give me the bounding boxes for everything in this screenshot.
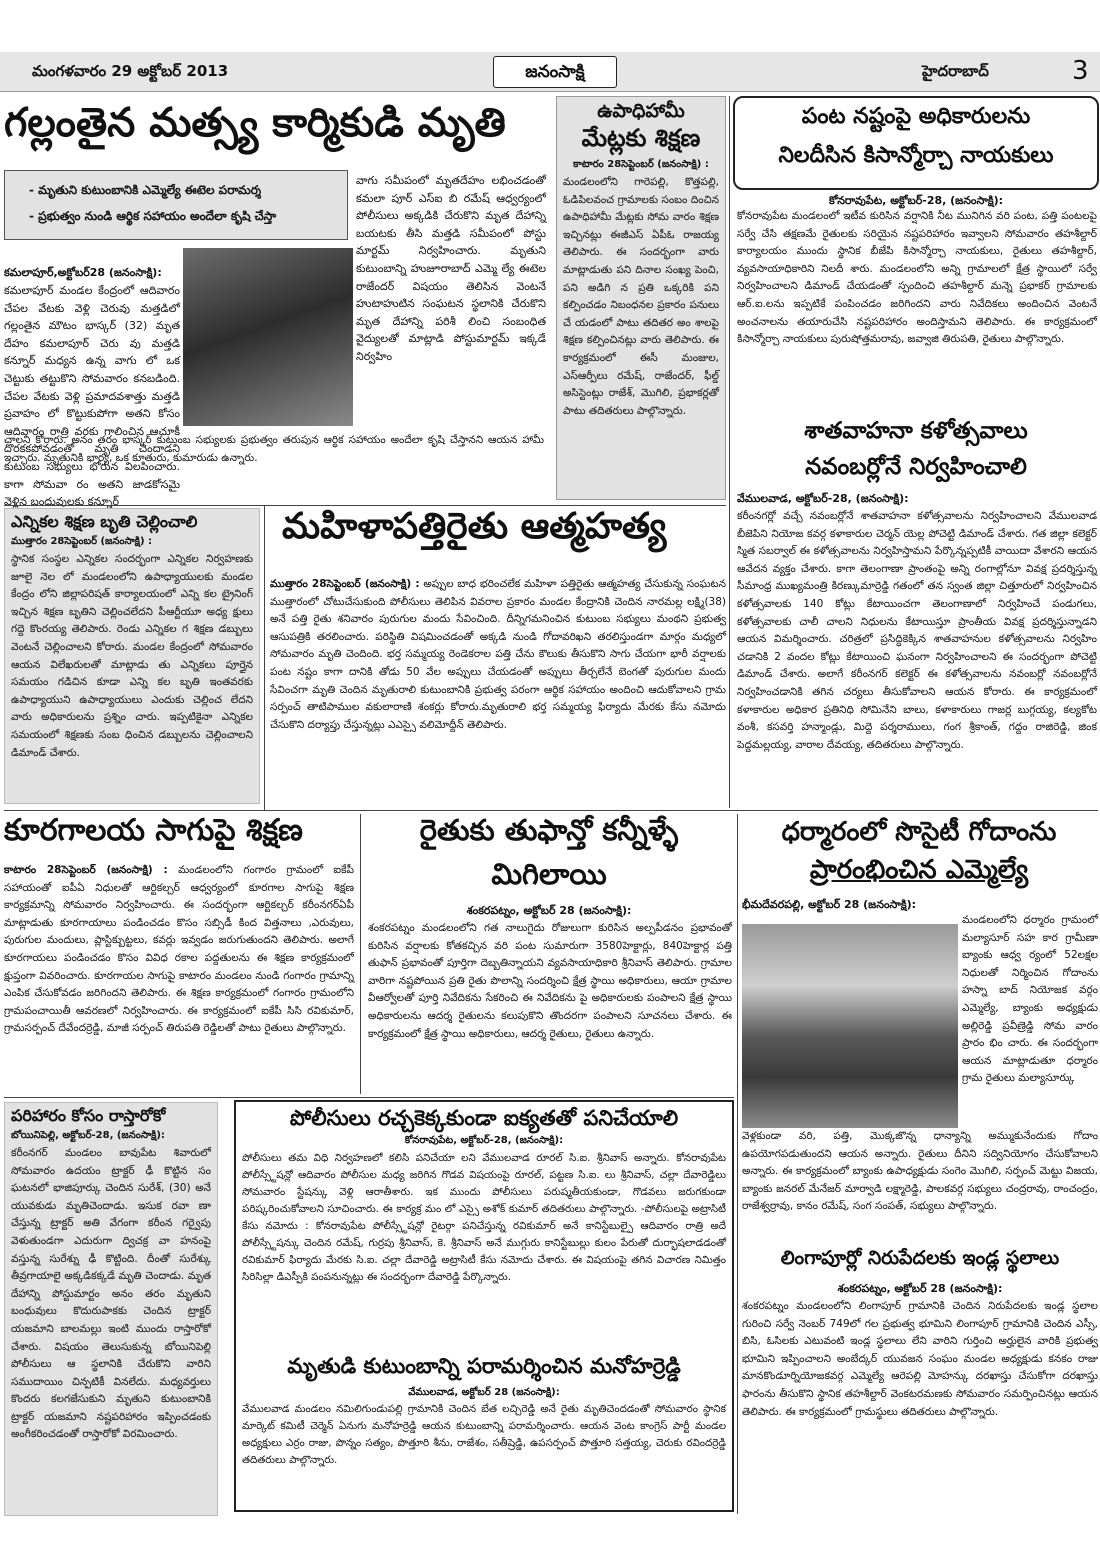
upadhi-headline-1: ఉపాధిహామీ: [597, 100, 685, 122]
upadhi-story: [556, 96, 726, 500]
kuragala-body: మండలంలోని గంగారం గ్రామంలో ఐకేపీ సహాయంతో ఐపీఏ నిధులతో ఆర్టికల్చర్ ఆధ్వర్యంలో కూరగాల సాగుపై శిక్షణ కార్యక్రమాన్ని సోమవారం నిర్వహించారు. ఈ సందర్భంగా ఆర్టికల్చర్ కరీంనగర్ఏపీ మాట్లాడుతు కూరగాయాలు పండించడం కొసం సబ్సిడీ కింద విత్తనాలు ,ఎరువులు, పురుగుల మందులు, ప్లాస్టిక్బుట్టలు, కవర్లు ఇవ్వడం జరుగుతుందని తెలిపారు. అలాగే కూరగాయలు పండించడం కొసం వివిధ రకాల పద్దతులను ఈ శిక్షణ కార్యక్రమంలో క్షుప్తంగా వివరించారు. కూరగాయల సాగుపై కాటారం మండలం నుండి గంగారం గ్రామాన్ని ఎంపిక చేసుకోవడం జరిగిందని తెలిపారు. ఈ శిక్షణ కార్యక్రమంలో గంగారం గ్రామంలోని గ్రామపంచాయితీ ఆవరణలో నిర్వహించారు. ఈ కార్యక్రమంలో ఐకేపీ సిసి రవికుమార్, గ్రామసర్పంచ్ దేవేందర్రెడ్డి, మాజీ సర్పంచ్ తిరుపతి రెడ్డిలతో పాటు రైతులు పాల్గొన్నారు.: [4, 864, 354, 1035]
ennikala-body: స్థానిక సంస్థల ఎన్నికల సందర్భంగా ఎన్నికల నిర్వహణకు జూలై నెల లో మండలంలోని ఉపాధ్యాయులకు మండల కేంద్రం లోని జిల్లాపరిషత్ కార్యాలయంలో ఎన్ని కల ట్రైనింగ్ ఇచ్చిన శిక్షణ బృతిని చెల్లించలేదని పీఆర్టీయూ అధ్య క్షులు గద్దె కొంరయ్య తెలిపారు. రెండు ఎన్నికల గ శిక్షణ డబ్బులు వెంటనే చెల్లించాలని కోరారు. మండల కేంద్రంలో సోమవారం ఆయన విలేఖరులతో మాట్లాడు తు ఎన్నికలు పూర్తైన సమయం గడిచిన కూడా ఎన్ని కల బృతి ఇంతవరకు ఉపాధ్యాయుని ఉపాధ్యాయులు ఎందుకు చెల్లించ లేదని వారు అధికారులను ప్రశ్నిం చారు. ఇప్పటికైనా ఎన్నికల సమయంలో శిక్షణకు సంబ ధించిన డబ్బులను చెల్లించాలని డిమాండ్ చేశారు.: [11, 552, 253, 759]
upadhi-body: మండలంలోని గారెపల్లి, కొత్తపల్లి, ఓడిపిలవంచ గ్రామాలకు సంబం దించిన ఉపాధిహామీ మేట్లకు సోమ వారం శిక్షణ ఇచ్చినట్లు ఈజీఎస్ ఏపీఓ రాజయ్య తెలిపారు. ఈ సందర్భంగా వారు మాట్లాడుతు పని దినాల సంఖ్య పెంచి, పని అడిగి న ప్రతి ఒక్కరికి పని కల్పించడం నిబంధనల ప్రకారం పనులు చే యడంలో పాటు తదితర అం శాలపై శిక్షణ కల్పించినట్లు వారు తెలిపారు. ఈ కార్యక్రమంలో ఈసీ మంజుల, ఎస్ఆర్పీలు రమేష్, రాజేందర్, ఫీల్డ్ అసిస్టెంట్లు రాజేశ్, మొగిలి, ప్రభాకర్లతో పాటు తదితరులు పాల్గొన్నారు.: [563, 176, 719, 417]
lead-body-col2: వాగు సమీపంలో మృతదేహం లభించడంతో కమలా పూర్ ఎస్ఐ బి రమేష్ ఆధ్వర్యంలో పోలీసులు అక్కడికి చేరుకొని మృత దేహాన్ని బయటకు తీసి మత్తడి సమీపంలో పోస్టు మార్టమ్ నిర్వహించారు. మృతుని కుటుంబాన్ని హుజూరాబాద్ ఎమ్మె ల్యే ఈటెల రాజేందర్ విషయం తెలిసిన వెంటనే హుటాహుటిన సంఘటన స్థలానికి చేరుకొని మృత దేహాన్ని పరిశీ లించి సంబంధిత వైద్యులతో మాట్లాడి పోస్టుమార్టమ్ ఇక్కడే నిర్వహిం: [356, 174, 546, 363]
mahila-headline: మహిళాపత్తిరైతు ఆత్మహత్య: [282, 506, 667, 547]
polisulu-body: పోలీసులు తమ విధి నిర్వహణలో కలిసి పనిచేయా లని వేములవాడ రూరల్ సి.ఐ. శ్రీనివాస్ అన్నారు. కోనరావుపేట పోలీస్స్టేషన్లో ఆదివారం పోలీసుల మధ్య జరిగిన గొడవ విషయంపై రూరల్, పట్టణ సి.ఐ. లు శ్రీనివాస్, చల్లా దేవారెడ్డిలు సోమవారం స్టేషన్కు వెళ్లి ఆరాతీశారు. ఇక ముందు పోలీసులు పరుష్మతీయకుండా, గొడవలు జరుగకుండా పరిష్కరించుకోవాలని సూచించారు. ఈ కార్యక్ర మం లో ఎస్సై అశోక్ కుమార్ తదితరులు పాల్గొన్నారు. -పోలీసులపై అట్రాసిటీ కేసు నమోదు : కోనరావుపేట పోలీస్స్టేషన్లో రైటర్గా పనిచేస్తున్న రవికుమార్ అనే కానిస్టేబుల్పై ఆదివారం రాత్రి అదే పోలీస్స్టేషన్కు చెందిన రమేష్, గుర్రపు శ్రీనివాస్, కె. శ్రీనివాస్ అనే ముగ్గురు కానిస్టేబుల్లు కులం పేరుతో దుర్భాషలాడడంతో రవికుమార్ ఫిర్యాదు మేరకు సి.ఐ. చల్లా దేవారెడ్డి అట్రాసిటీ కేసు నమోదు చేశారు. ఈ విషయంపై తగిన విచారణ నిమిత్తం సిరిసిల్లా డిఎస్పీకి పంపనున్నట్లు ఈ సందర్భంగా దేవారెడ్డి పేర్కొన్నారు.: [242, 1151, 726, 1283]
lead-subhead-1: - మృతుని కుటుంబానికి ఎమ్మెల్యే ఈటెల పరామర్శ: [29, 183, 262, 197]
dharmaram-body: వెళ్లకుండా వరి, పత్తి, మొక్కజొన్న ధాన్యాన్ని అమ్ముకునేందుకు గోదాం ఉపయోగపడుతుందని ఆయన అన్నారు. రైతులు దీనిని సద్వినియోగం చేసుకోవాలని అన్నారు. ఈ కార్యక్రమంలో బ్యాంకు ఉపాధ్యక్షుడు సంగెం మొగిలి, సర్పంచ్ మెట్టు విజయ, బ్యాంకు జనరల్ మేనేజర్ మార్వాడి లక్ష్మారెడ్డి, పాలకవర్గ సభ్యులు చంద్రరావు, రాంచంద్రం, రాజేశ్వర్రావు, కానం రమేష్, సంగ సంపత్, సభ్యులు పాల్గొన్నారు.: [742, 1130, 1098, 1213]
rythuku-headline-1: రైతుకు తుఫాన్తో కన్నీళ్ళే: [419, 813, 679, 847]
section-rule: [4, 1097, 734, 1098]
mahila-dateline: ముత్తారం 28సెప్టెంబర్ (జనంసాక్షి) :: [270, 578, 420, 590]
dharmaram-headline-1: ధర్మారంలో సొసైటీ గోదాంను: [781, 817, 1057, 847]
column-rule: [737, 814, 738, 1514]
lead-body-col3: [4, 432, 544, 502]
dharmaram-dateline: భీమదేవరపల్లి, అక్టోబర్ 28 (జనంసాక్షి):: [742, 898, 917, 911]
satavahana-dateline: వేములవాడ, అక్టోబర్-28, (జనంసాక్షి):: [737, 492, 909, 505]
polisulu-box: [234, 1100, 734, 1512]
panta-dateline: కోనరావుపేట, అక్టోబర్-28, (జనంసాక్షి):: [828, 194, 1004, 207]
lead-body-col1: కమలాపూర్ మండల కేంద్రంలో ఆదివారం చేపల వేటకు వెళ్లి చెరువు మత్తడిలో గల్లంతైన మౌటం భాస్కర్ (32) మృత దేహం కమలాపూర్ చెరు వు మత్తడి కన్నూర్ మధ్యన ఉన్న వాగు లో ఒక చెట్టుకు తట్టుకొని సోమవారం కనబడింది. చేపల వేటకు వెళ్లి ప్రమాదవశాత్తు మత్తడి ప్రవాహం లో కొట్టుకుపోగా అతని కోసం ఆదివారం రాత్రి వరకు గాలించిన ఆచూకీ దొరకకపోవడంతో మృతి చెందాడని కుటుంబ సభ్యులు భోరున విలపించారు. కాగా సోమవా రం అతని జాడకోసమై వెళ్లిన బంధువులకు కన్నూర్: [4, 284, 180, 509]
lead-body-col3-text: చాలని కోరారు. అనం తరం భాస్కర్ కుటుంబ సభ్యులకు ప్రభుత్వం తరుపున ఆర్థిక సహాయం అందేలా కృషి చేస్తానని ఆయన హామీ ఇచ్చారు. మృతునికి భార్య, ఒక కూతురు, కుమారుడు ఉన్నారు.: [4, 434, 544, 464]
mahila-body-wrap: [270, 576, 726, 808]
upadhi-headline-2: మేట్లకు శిక్షణ: [581, 123, 701, 152]
lead-dateline: కమలాపూర్,అక్టోబర్28 (జనంసాక్షి):: [4, 266, 162, 279]
parihaaram-headline: పరిహారం కోసం రాస్తారోకో: [11, 1106, 166, 1125]
panta-headline-box: [733, 96, 1099, 190]
lingapur-headline: లింగాపూర్లో నిరుపేదలకు ఇండ్ల స్థలాలు: [780, 1247, 1060, 1269]
polisulu-dateline: కోనరావుపేట, అక్టోబర్-28, (జనంసాక్షి):: [404, 1135, 564, 1147]
section-rule: [4, 810, 1098, 811]
rythuku-dateline: శంకరపట్నం, అక్టోబర్ 28 (జనంసాక్షి):: [466, 904, 632, 917]
dharmaram-side: మండలంలోని ధర్మారం గ్రామంలో మల్యాసూర్ సహ కార గ్రామీణా బ్యాంకు ఆధ్వ ర్యంలో 52లక్షల నిధులతో నిర్మించిన గోదాంను హస్నా బాద్ నియోజక వర్గం ఎమ్మెల్యే, బ్యాంకు అధ్యక్షుడు అల్లిరెడ్డి ప్రవీణ్రెడ్డి సోమ వారం ప్రారం భిం చారు. ఈ సందర్భంగా ఆయన మాట్లాడుతూ ధర్మారం గ్రామ రైతులు మల్యాసూర్కు: [962, 914, 1098, 1085]
lead-photo: [183, 248, 353, 426]
column-rule: [264, 506, 265, 810]
panta-body: కోనరావుపేట మండలంలో ఇటీవ కురిసిన వర్షానికి నీట మునిగిన వరి పంట, పత్తి పంటలపై సర్వే చేసి తక్షణమే రైతులకు సరియైన నష్టపరిహారం ఇవ్వాలని సోమవారం తహశీల్దార్ కార్యాలయం ముందు స్థానిక బీజేపి కిసాన్మోర్చా నాయకులు, రైతులు తహశీల్దార్, వ్యవసాయాధికారిని నిలదీ శారు. మండలంలోని అన్ని గ్రామాలలో క్షేత్ర స్థాయిలో సర్వే నిర్వహించాలని డిమాండ్ చేయడంతో స్పందించి తహశీల్దార్ మన్నె ప్రభాకర్ గ్రామాలకు ఆర్.ఐ.లను ఇప్పటికే పంపించడం జరిగిందని వారు నివేదికలు అందించిన వెంటనే అంచనాలను తయారుచేసి నష్టపరిహారం అందిస్తామని తెలిపారు. ఈ కార్యక్రమంలో కిసాన్మోర్చా నాయకులు పురుషోత్తమరావు, జవ్వాజి తిరుపతి, రైతులు పాల్గొన్నారు.: [737, 210, 1097, 346]
ennikala-dateline: ముత్తారం 28సెప్టెంబర్ (జనంసాక్షి) :: [11, 536, 153, 548]
lead-headline: గల్లంతైన మత్స్య కార్మికుడి మృతి: [4, 100, 506, 146]
mruthudi-headline: మృతుడి కుటుంబాన్ని పరామర్శించిన మనోహర్రెడ్డి: [287, 1353, 681, 1378]
column-rule: [729, 96, 730, 808]
mruthudi-dateline: వేములవాడ, అక్టోబర్ 28 (జనంసాక్షి):: [408, 1386, 560, 1398]
ennikala-story: [4, 508, 260, 804]
lead-subhead-2: - ప్రభుత్వం నుండి ఆర్థిక సహాయం అందేలా కృషి చేస్తా: [29, 209, 277, 223]
rythuku-headline-2: మిగిలాయి: [491, 857, 607, 891]
ennikala-headline: ఎన్నికల శిక్షణ బృతి చెల్లించాలి: [11, 512, 198, 531]
masthead: [0, 52, 1100, 92]
dharmaram-headline-2: ప్రారంభించిన ఎమ్మెల్యే: [809, 855, 1029, 885]
lingapur-dateline: శంకరపట్నం, అక్టోబర్ 28 (జనంసాక్షి):: [837, 1282, 1003, 1295]
column-rule: [360, 814, 361, 1094]
mahila-body: అప్పుల బాధ భరించలేక మహిళా పత్తిరైతు ఆత్మహత్య చేసుకున్న సంఘటన ముత్తారంలో చోటుచేసుకుంది పోలీసులు తెలిపిన వివరాల ప్రకారం మండల కేంద్రానికి చెందిన నారమల్ల లక్ష్మి(38) అనే పత్తి రైతు శనివారం పురుగుల మందు సేవించింది. దీన్నిగమనించిన కుటుంబ సభ్యులు మంథని ప్రభుత్వ ఆసుపత్రికి తరలించారు. పరిస్థితి విషమించడంతో అక్కడి నుండి గోదావరిఖని తరలిస్తుండగా మార్గం మధ్యలో సోమవారం మృతి చెందింది. భర్త సమ్మయ్య రెండెకరాల పత్తి చేను కౌలుకు తీసుకొని సాగు చేయగా భారీ వర్షాలకు పంట నష్టం కాగా దానికి తోడు 50 వేల అప్పులు చేయడంతో అప్పులు తీర్చలేనే బెంగతో పురుగుల మందు సేవించగా మృతి చెందిన మృతురాలి కుటుంబానికి ప్రభుత్వ పరంగా ఆర్థిక సహాయం అందించి ఆదుకోవాలని గ్రామ సర్పంచ్ తాటిపాముల వకులారాణి శంకర్లు కోరారు.మృతురాలి భర్త సమ్మయ్య ఫిర్యాదు మేరకు కేసు నమోదు చేసుకొని దర్యాప్తు చేస్తున్నట్లు ఎఎస్సై వలిమోద్దీన్ తెలిపారు.: [270, 578, 726, 731]
mruthudi-body: వేములవాడ మండలం నమిలిగుండుపల్లి గ్రామానికి చెందిన బేత లచ్చిరెడ్డి అనే రైతు మృతిచెందడంతో సోమవారం స్థానిక మార్కెట్ కమిటీ చెర్మెన్ ఏనుగు మనోహర్రెడ్డి ఆయన కుటుంబాన్ని పరామర్శించారు. ఆయన వెంట కాంగ్రెస్ పార్టీ మండల అధ్యక్షులు ఎర్రం రాజు, పొన్నం సత్యం, పొత్తూరి శీను, రాజేశం, సతీష్రెడ్డి, ఉపసర్పంచ్ పొత్తూరి సత్తయ్య, చెరుకు రవిందర్రెడ్డి తదితరులు పాల్గొన్నారు.: [242, 1403, 727, 1467]
rythuku-body: శంకరపట్నం మండలంలోని గత నాలుగైదు రోజులుగా కురిసిన అల్పపీడనం ప్రభావంతో కురిసిన వర్షాలకు కోతకచ్చిన వరి పంట సుమారుగా 3580హెక్టార్లు, 840హెక్టార్ల పత్తి తుఫాన్ ప్రభావంతో పూర్తిగా దెబ్బతిన్నాయని వ్యవసాయాధికారి శ్రీనివాస్ తెలిపారు. గ్రామాల వారిగా నష్టపోయిన ప్రతి రైతు పొలాన్ని సందర్శించి క్షేత్ర స్థాయి అధికారులు, ఆయా గ్రామాల వీఆర్వోలతో పూర్తి నివేదికను సేకరించి ఈ నివేదికను పై అధికారులకు పంపాలని క్షేత్ర స్థాయి అధికారులను ఆదర్శ రైతులను కలుపుకొని తొందరగా పంపాలని సూచనలు చేశారు. ఈ కార్యక్రమంలో క్షేత్ర స్థాయి అధికారులు, ఆదర్శ రైతులు, రైతులు ఉన్నారు.: [368, 922, 732, 1040]
dharmaram-photo: [742, 924, 958, 1128]
issue-date: మంగళవారం 29 అక్టోబర్ 2013: [32, 62, 229, 80]
satavahana-body: కరీంనగర్లో వచ్చే నవంబర్లోనే శాతవాహనా కళోత్సవాలను నిర్వహించాలని వేములవాడ బీజెపిని నియోజ కవర్గ కళాకారుల చెర్మన్ యెల్ల పోచెట్టి డిమాండ్ చేశారు. గత జిల్లా కలెక్టర్ స్మిత సబర్వాల్ ఈ కళోత్సవాలను నిర్వహిస్తామని పేర్కొన్నప్పటికీ వాయిదా వేశారని ఆయన ఆవేదన వ్యక్తం చేశారు. కాగా తెలంగాణా ప్రాంతంపై అన్ని రంగాల్లోనూ వివక్ష ప్రదర్శిస్తున్న సీమాంధ్ర ముఖ్యమంత్రి కిరణ్కుమార్రెడ్డి గతంలో తన స్వంత జిల్లా చిత్తూరులో నిర్వహించిన కళోత్సవాలకు 140 కోట్లు కేటాయించగా తెలంగాణాలో నిర్వహించే పండుగలు, కళోత్సవాలకు చాలీ చాలని నిధులను కేటాయిస్తూ ప్రాంతీయ వివక్ష ప్రదర్శిస్తున్నాడని ఆయన విమర్శించారు. చరిత్రలో ప్రసిద్ధికెక్కిన శాతవాహనుల కళోత్సవాలను నిర్వహిం చడానికి 2 వందల కోట్లు కేటాయించి ఘనంగా నిర్వహించాలని ఈ సందర్భంగా పోచెట్టి డిమాండ్ చేశారు. అలాగే కరీంనగర్ కలెక్టర్ ఈ కళోత్సవాలను నవంబర్లో నవంబర్లోనే నిర్వహించడానికి తగిన చర్యలు తీసుకోవాలని ఆయన కోరారు. ఈ కార్యక్రమంలో కళాకారుల అధికార ప్రతినిధి సోమినేని బాలు, కళాకారులు గాజర్ల బుగ్గయ్య, కల్యకోట వంశీ, కసవర్తి హన్మాండ్లు, మిద్దె పర్శరాములు, గంగ శ్రీకాంత్, గద్దం రాజిరెడ్డి, జింక పెద్దమల్లయ్య, వారాల దేవయ్య, తదితరులు పాల్గొన్నారు.: [737, 510, 1097, 751]
satavahana-headline-2: నవంబర్లోనే నిర్వహించాలి: [805, 454, 1027, 480]
section-rule: [4, 505, 726, 506]
kuragala-dateline: కాటారం 28సెప్టెంబర్ (జనంసాక్షి) :: [4, 864, 168, 876]
parihaaram-story: [4, 1102, 218, 1516]
panta-headline-2: నిలదీసిన కిసాన్మోర్చా నాయకులు: [778, 143, 1054, 169]
panta-headline-1: పంట నష్టంపై అధికారులను: [801, 104, 1031, 129]
newspaper-logo: జనంసాక్షి: [493, 56, 617, 88]
upadhi-dateline: కాటారం 28సెప్టెంబర్ (జనంసాక్షి) :: [573, 159, 709, 171]
polisulu-headline: పోలీసులు రచ్చకెక్కకుండా ఐక్యతతో పనిచేయాలి: [289, 1106, 679, 1130]
edition-city: హైదరాబాద్: [922, 62, 989, 80]
parihaaram-body: కరీంనగర్ మండలం బావుపేట శివారులో సోమవారం ఉదయం ట్రాక్టర్ ఢీ కొట్టిన సం ఘటనలో భాజిపూర్కు చెందిన సురేశ్, (30) అనే యువకుడు మృతిచెందాడు. ఇసుక రవా ణా చేస్తున్న ట్రాక్టర్ అతి వేగంగా కరీంన గర్వైపు వెళుతుండగా ఎదురుగా ద్విచక్ర వా హనంపై వస్తున్న సురేశ్ను ఢీ కొట్టింది. దీంతో సురేశ్కు తీవ్రగాయాలై అక్కడికక్కడే మృతి చెందాడు. మృత దేహాన్ని పోస్టుమార్టం అనం తరం మృతుని బంధువులు కొదురుపాకకు చెందిన ట్రాక్టర్ యజమాని బాలమల్లు ఇంటి ముందు రాస్తారోకో చేశారు. విషయం తెలుసుకున్న బోయినిపెల్లి పోలీసులు ఆ స్థలానికి చేరుకొని వారిని సముదాయిం చిన్పటికీ వినలేదు. మధ్యవర్తులు కొందరు కలగజేసుకుని మృతుని కుటుంబానికి ట్రాక్టర్ యజమాని నష్టపరిహారం ఇప్పించడంకు అంగీకరించడంతో రాస్తారోకో విరమించారు.: [11, 1146, 211, 1441]
lingapur-body: శంకరపట్నం మండలంలోని లింగాపూర్ గ్రామానికి చెందిన నిరుపేదలకు ఇండ్ల స్థలాల గురించి సర్వే నెంబర్ 749లో గల ప్రభుత్వ భూమిని లింగాపూర్ గ్రామానికి చెందిన ఎస్సీ, బిసి, ఓసిలకు ఎటువంటి ఇండ్ల స్థలాలు లేని వారిని గుర్తించి అర్హులైన వారికి ప్రభుత్వ భూమిని ఇప్పించాలని అంబేద్కర్ యువజన సంఘం మండల అధ్యక్షుడు కనకం రాజు మానకొండూర్నియోజకవర్గ ఎమ్మెల్యే ఆరెపల్లి మోహన్కు దరఖాస్తు చేసుకోగా దరఖాస్తు ఫారంను తీసుకొని స్థానిక తహశీల్దార్ వెంకటరమణకు సోమవారం సమర్పించినట్లు ఆయన తెలిపారు. ఈ కార్యక్రమంలో గ్రామస్థులు తదితరులు పాల్గొన్నారు.: [742, 1300, 1098, 1418]
satavahana-headline-1: శాతవాహనా కళోత్సవాలు: [804, 418, 1028, 444]
kuragala-body-wrap: [4, 862, 354, 1094]
parihaaram-dateline: బోయినిపెల్లి, అక్టోబర్-28, (జనంసాక్షి):: [11, 1130, 165, 1142]
kuragala-headline: కూరగాలయ సాగుపై శిక్షణ: [4, 813, 303, 848]
lead-subheads: [4, 170, 348, 240]
page-number: 3: [1072, 56, 1089, 86]
